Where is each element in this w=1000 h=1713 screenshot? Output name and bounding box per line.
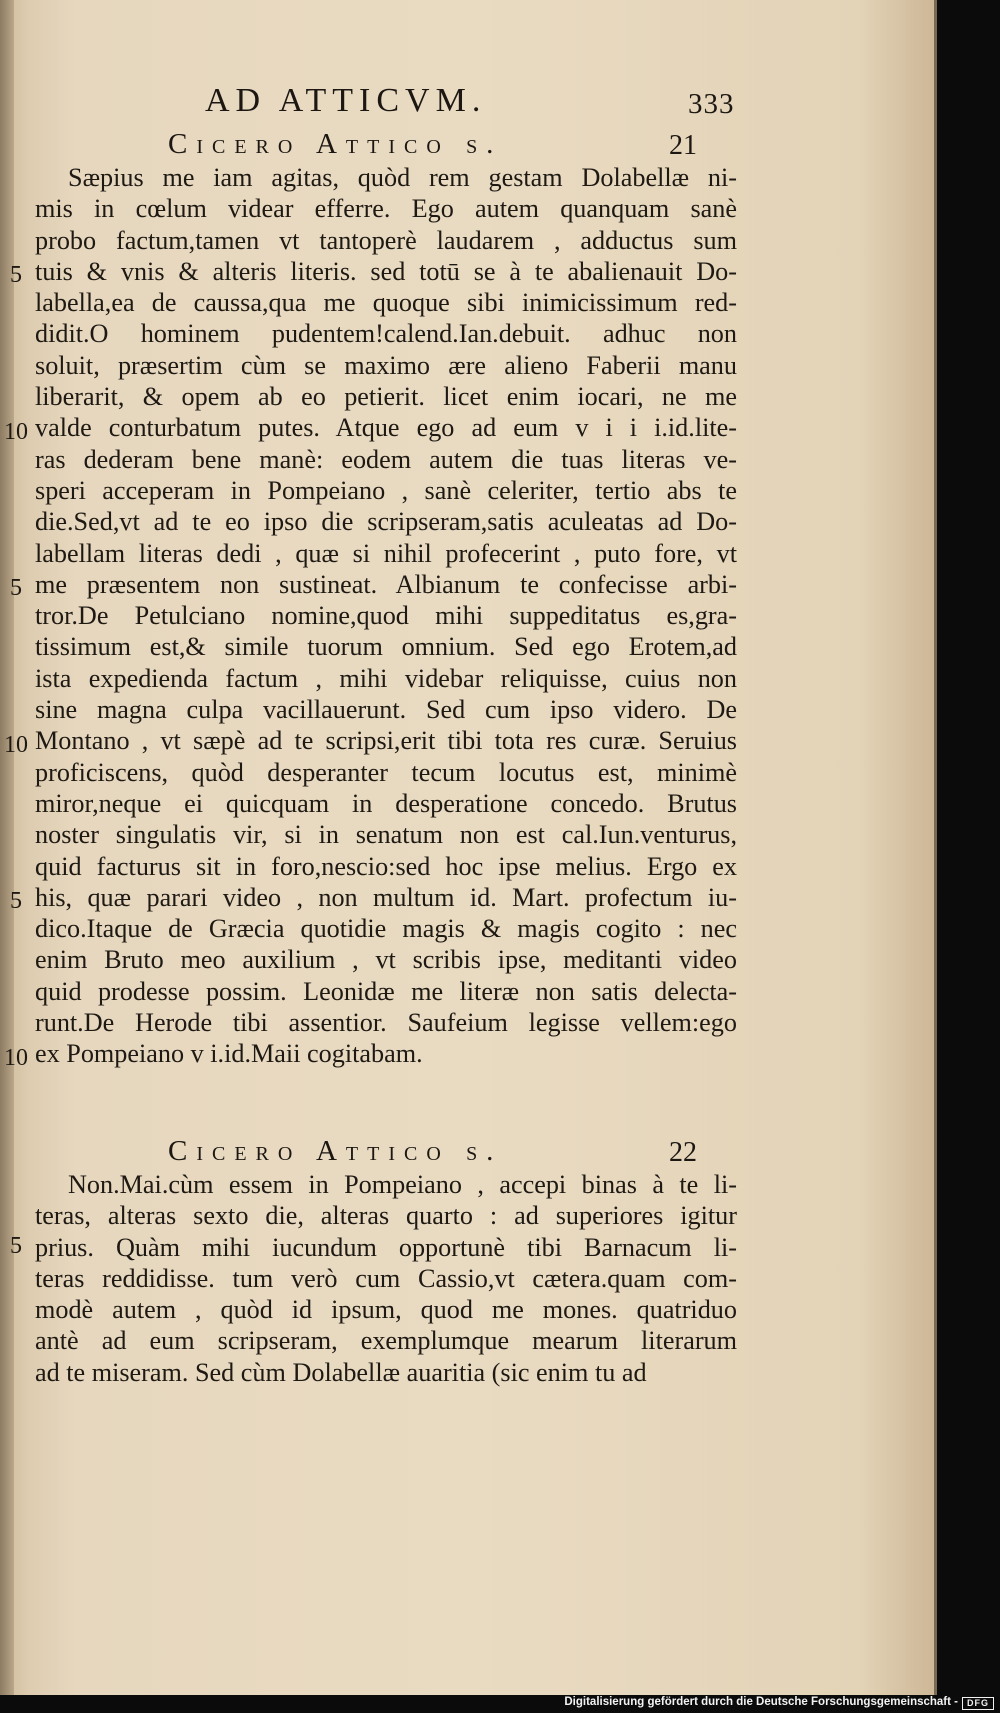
footer-bar [0,1695,1000,1713]
text-line: proficiscens, quòd desperanter tecum locutus est, minimè [35,757,737,787]
margin-line-number: 10 [4,732,28,758]
text-line: teras, alteras sexto die, alteras quarto : ad superiores igitur [35,1201,737,1231]
text-line: Non.Mai.cùm essem in Pompeiano , accepi binas à te li- [68,1170,737,1199]
letter-heading-text: Cicero Attico s. [168,1135,503,1167]
text-line: mis in cœlum videar efferre. Ego autem quanquam sanè [35,194,737,224]
text-line: enim Bruto meo auxilium , vt scribis ipse, meditanti video [35,945,737,975]
text-line: sine magna culpa vacillauerunt. Sed cum ipso videro. De [35,695,737,725]
running-head-title: AD ATTICVM. [205,82,487,119]
letter-22-heading [0,1135,937,1169]
letter-21-body [35,162,737,1070]
text-line: quid facturus sit in foro,nescio:sed hoc ipse melius. Ergo ex [35,851,737,881]
text-line: ad te miseram. Sed cùm Dolabellæ auaritia (sic enim tu ad [35,1357,647,1387]
text-line: tissimum est,& simile tuorum omnium. Sed ego Erotem,ad [35,632,737,662]
margin-line-number: 5 [10,262,22,288]
text-line: tuis & vnis & alteris literis. sed totū se à te abalienauit Do- [35,256,737,286]
text-line: probo factum,tamen vt tantoperè laudarem , adductus sum [35,225,737,255]
page-gutter [0,0,14,1695]
letter-22-body [35,1169,737,1388]
text-line: speri acceperam in Pompeiano , sanè celeriter, tertio abs te [35,475,737,505]
margin-line-number: 5 [10,575,22,601]
page-number: 333 [688,88,735,120]
text-line: modè autem , quòd id ipsum, quod me mones. quatriduo [35,1295,737,1325]
text-line: didit.O hominem pudentem!calend.Ian.debuit. adhuc non [35,319,737,349]
funding-notice: Digitalisierung gefördert durch die Deutsche Forschungsgemeinschaft - [564,1696,958,1708]
text-line: liberarit, & opem ab eo petierit. licet enim iocari, ne me [35,382,737,412]
text-line: runt.De Herode tibi assentior. Saufeium legisse vellem:ego [35,1008,737,1038]
text-line: valde conturbatum putes. Atque ego ad eum v i i i.id.lite- [35,413,737,443]
text-line: dico.Itaque de Græcia quotidie magis & magis cogito : nec [35,914,737,944]
text-line: me præsentem non sustineat. Albianum te confecisse arbi- [35,569,737,599]
margin-line-number: 5 [10,1233,22,1259]
text-line: labella,ea de caussa,qua me quoque sibi inimicissimum red- [35,288,737,318]
text-line: ras dederam bene manè: eodem autem die tuas literas ve- [35,444,737,474]
margin-line-number: 5 [10,888,22,914]
text-line: labellam literas dedi , quæ si nihil profecerint , puto fore, vt [35,538,737,568]
letter-heading-text: Cicero Attico s. [168,128,503,160]
text-line: soluit, præsertim cùm se maximo ære alieno Faberii manu [35,350,737,380]
margin-line-number: 10 [4,1045,28,1071]
text-line: Sæpius me iam agitas, quòd rem gestam Dolabellæ ni- [68,163,737,192]
text-line: ista expedienda factum , mihi videbar reliquisse, cuius non [35,663,737,693]
text-line: Montano , vt sæpè ad te scripsi,erit tibi tota res curæ. Seruius [35,726,737,756]
text-line: prius. Quàm mihi iucundum opportunè tibi Barnacum li- [35,1232,737,1262]
text-line: quid prodesse possim. Leonidæ me literæ non satis delecta- [35,976,737,1006]
text-line: miror,neque ei quicquam in desperatione concedo. Brutus [35,788,737,818]
text-line: antè ad eum scripseram, exemplumque mearum literarum [35,1326,737,1356]
text-line: his, quæ parari video , non multum id. Mart. profectum iu- [35,882,737,912]
text-line: ex Pompeiano v i.id.Maii cogitabam. [35,1039,423,1069]
letter-21-heading [0,128,937,162]
margin-line-number: 10 [4,419,28,445]
dfg-logo-icon: DFG [962,1697,994,1710]
letter-number: 21 [669,130,697,161]
letter-number: 22 [669,1137,697,1168]
text-line: teras reddidisse. tum verò cum Cassio,vt cætera.quam com- [35,1263,737,1293]
running-head [0,82,937,122]
text-line: die.Sed,vt ad te eo ipso die scripseram,satis aculeatas ad Do- [35,507,737,537]
text-line: noster singulatis vir, si in senatum non est cal.Iun.venturus, [35,820,737,850]
text-line: tror.De Petulciano nomine,quod mihi suppeditatus es,gra- [35,601,737,631]
